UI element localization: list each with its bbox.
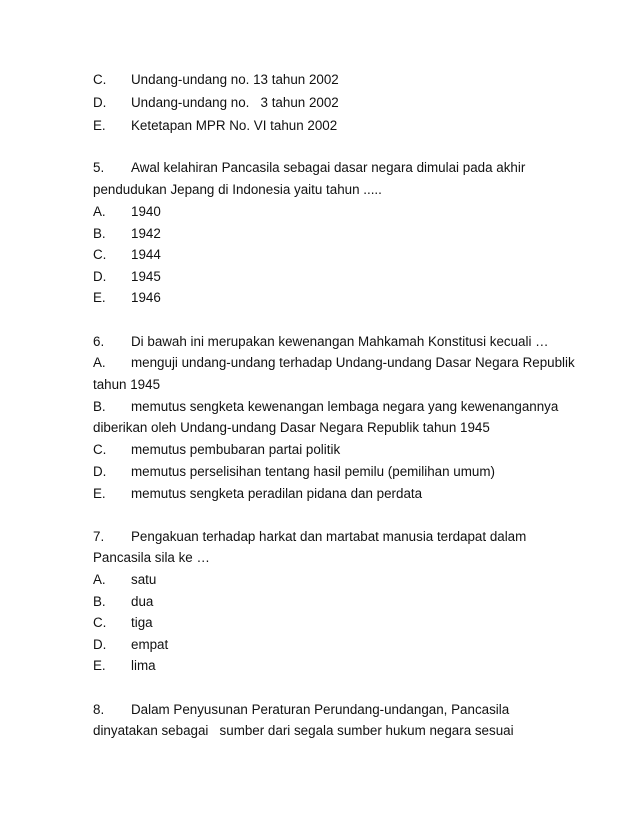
- q6-option-d: D. memutus perselisihan tentang hasil pemilu (pemilihan umum): [93, 464, 495, 479]
- question-8: 8. Dalam Penyusunan Peraturan Perundang-undangan, Pancasila: [93, 702, 510, 717]
- q6-option-b: B. memutus sengketa kewenangan lembaga negara yang kewenangannya: [93, 399, 559, 414]
- option-d-prev: D. Undang-undang no. 3 tahun 2002: [93, 95, 339, 110]
- q6-option-a-continuation: tahun 1945: [93, 377, 161, 392]
- q6-option-c: C. memutus pembubaran partai politik: [93, 442, 341, 457]
- q7-option-b: B. dua: [93, 594, 154, 609]
- q5-option-d: D. 1945: [93, 269, 161, 284]
- q6-option-a: A. menguji undang-undang terhadap Undang-undang Dasar Negara Republik: [93, 355, 575, 370]
- question-8-continuation: dinyatakan sebagai sumber dari segala sumber hukum negara sesuai: [93, 723, 514, 738]
- question-5-continuation: pendudukan Jepang di Indonesia yaitu tahun .....: [93, 182, 382, 197]
- q5-option-e: E. 1946: [93, 290, 161, 305]
- question-7: 7. Pengakuan terhadap harkat dan martabat manusia terdapat dalam: [93, 529, 527, 544]
- question-7-continuation: Pancasila sila ke …: [93, 550, 210, 565]
- q5-option-c: C. 1944: [93, 247, 161, 262]
- question-6: 6. Di bawah ini merupakan kewenangan Mahkamah Konstitusi kecuali …: [93, 334, 549, 349]
- q7-option-d: D. empat: [93, 637, 169, 652]
- option-e-prev: E. Ketetapan MPR No. VI tahun 2002: [93, 118, 338, 133]
- q6-option-e: E. memutus sengketa peradilan pidana dan perdata: [93, 486, 423, 501]
- q6-option-b-continuation: diberikan oleh Undang-undang Dasar Negara Republik tahun 1945: [93, 420, 490, 435]
- q7-option-e: E. lima: [93, 658, 156, 673]
- q5-option-a: A. 1940: [93, 204, 161, 219]
- q7-option-c: C. tiga: [93, 615, 153, 630]
- q5-option-b: B. 1942: [93, 226, 161, 241]
- option-c-prev: C. Undang-undang no. 13 tahun 2002: [93, 72, 339, 87]
- question-5: 5. Awal kelahiran Pancasila sebagai dasar negara dimulai pada akhir: [93, 160, 526, 175]
- q7-option-a: A. satu: [93, 572, 157, 587]
